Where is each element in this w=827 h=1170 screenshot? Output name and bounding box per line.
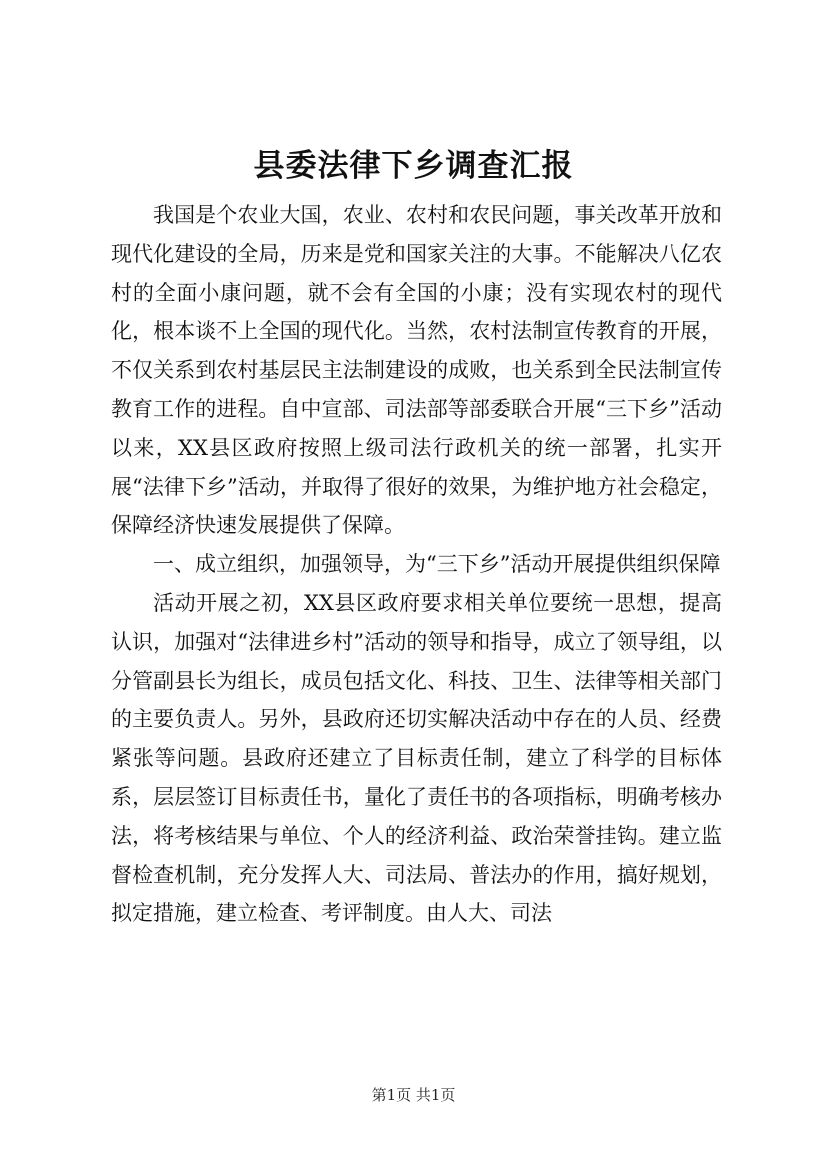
- paragraph-section-1: 活动开展之初，XX县区政府要求相关单位要统一思想，提高认识，加强对“法律进乡村”活动的领导和指导，成立了领导组，以分管副县长为组长，成员包括文化、科技、卫生、法律等相关部门的主要负责人。另外，县政府还切实解决活动中存在的人员、经费紧张等问题。县政府还建立了目标责任制，建立了科学的目标体系，层层签订目标责任书，量化了责任书的各项指标，明确考核办法，将考核结果与单位、个人的经济利益、政治荣誉挂钩。建立监督检查机制，充分发挥人大、司法局、普法办的作用，搞好规划，拟定措施，建立检查、考评制度。由人大、司法: [111, 590, 722, 926]
- document-body: [111, 196, 722, 933]
- section-heading-1: 一、成立组织，加强领导，为“三下乡”活动开展提供组织保障: [153, 552, 721, 577]
- page-number-footer: 第1页 共1页: [371, 1086, 456, 1104]
- document-title: 县委法律下乡调查汇报: [253, 148, 574, 184]
- paragraph-intro: 我国是个农业大国，农业、农村和农民问题，事关改革开放和现代化建设的全局，历来是党和国家关注的大事。不能解决八亿农村的全面小康问题，就不会有全国的小康；没有实现农村的现代化，根本谈不上全国的现代化。当然，农村法制宣传教育的开展，不仅关系到农村基层民主法制建设的成败，也关系到全民法制宣传教育工作的进程。自中宣部、司法部等部委联合开展“三下乡”活动以来，XX县区政府按照上级司法行政机关的统一部署，扎实开展“法律下乡”活动，并取得了很好的效果，为维护地方社会稳定，保障经济快速发展提供了保障。: [111, 203, 722, 538]
